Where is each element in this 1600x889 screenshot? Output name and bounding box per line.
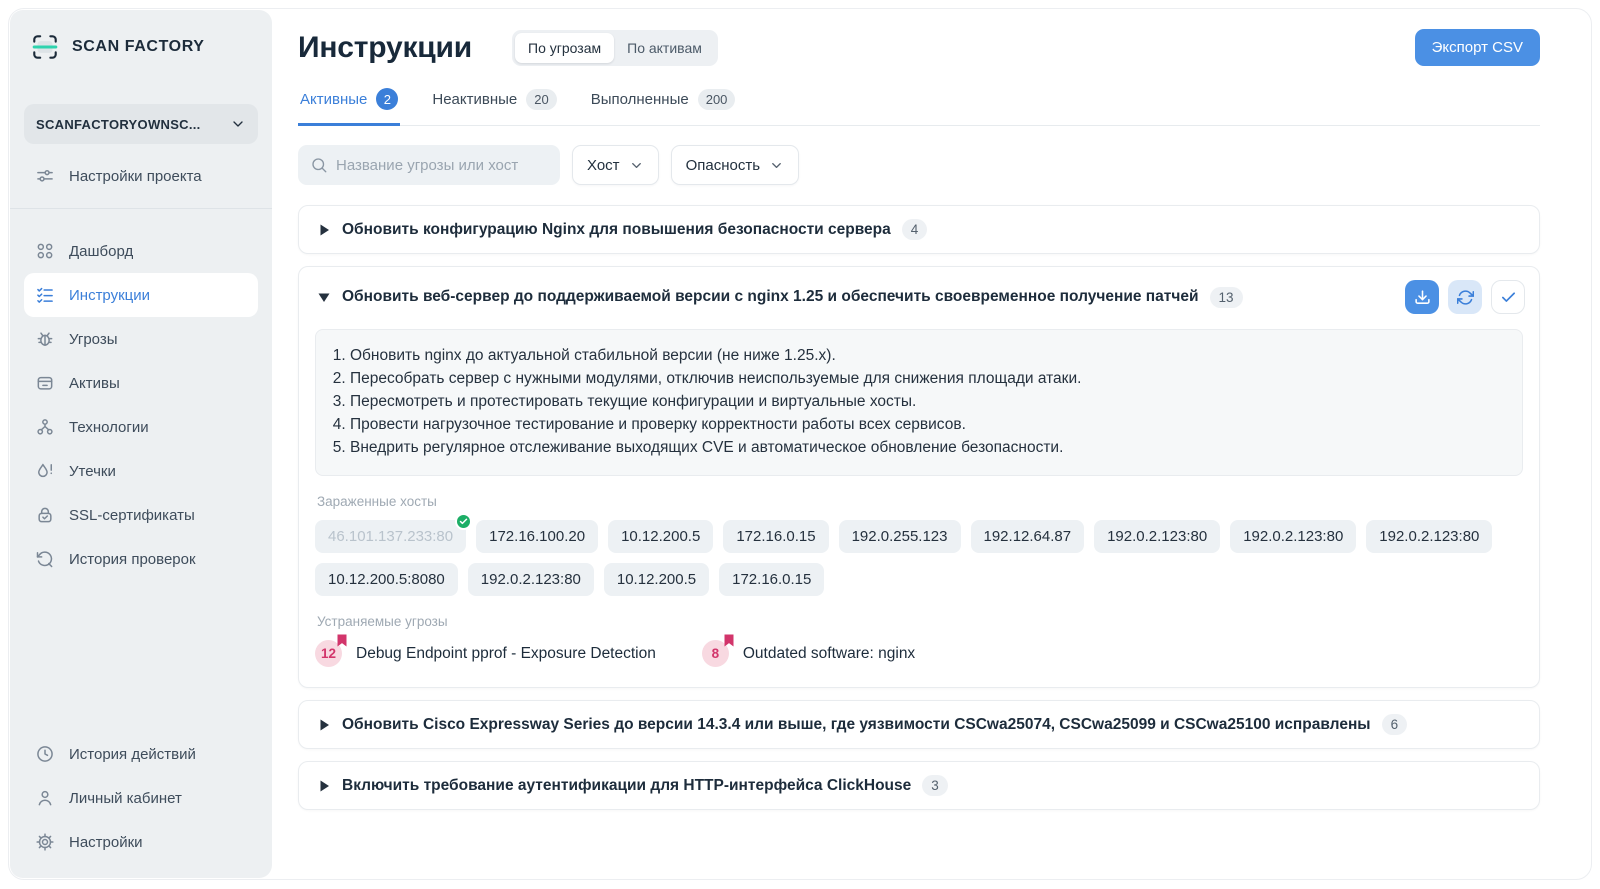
host-chip[interactable] [839, 520, 961, 553]
sidebar-item-ssl-certificates[interactable] [24, 493, 258, 537]
host-chip[interactable] [468, 563, 594, 596]
search-icon [310, 156, 328, 174]
sidebar [10, 10, 272, 878]
sidebar-item-label: История проверок [69, 550, 196, 568]
sidebar-item-account[interactable] [24, 776, 258, 820]
sidebar-item-action-history[interactable] [24, 732, 258, 776]
caret-right-icon[interactable] [313, 776, 335, 796]
instruction-card-body [299, 327, 1539, 687]
tab-label: Выполненные [590, 90, 689, 108]
host-chip[interactable] [723, 520, 828, 553]
host-chip-label: 172.16.100.20 [489, 528, 586, 545]
host-chip-label: 172.16.0.15 [736, 528, 816, 545]
instruction-card [298, 205, 1540, 254]
sidebar-item-label: Личный кабинет [69, 789, 182, 807]
tab-label: Неактивные [432, 90, 518, 108]
host-chip-label: 192.0.2.123:80 [1243, 528, 1344, 545]
instruction-card-header[interactable] [299, 267, 1539, 327]
scan-history-icon [34, 548, 56, 570]
sidebar-item-label: Настройки проекта [69, 167, 202, 185]
sidebar-item-instructions[interactable] [24, 273, 258, 317]
sidebar-item-label: SSL-сертификаты [69, 506, 195, 524]
clock-icon [34, 743, 56, 765]
instruction-count-badge: 3 [922, 775, 948, 796]
instruction-actions [1405, 280, 1525, 314]
project-selector-label: SCANFACTORYOWNSC... [36, 116, 201, 132]
toggle-by-threats[interactable]: По угрозам [515, 33, 614, 63]
sliders-icon [34, 165, 56, 187]
tab-count-badge: 200 [698, 89, 736, 110]
instruction-card-header[interactable] [299, 701, 1539, 748]
sidebar-nav-main [24, 229, 258, 581]
sidebar-item-scan-history[interactable] [24, 537, 258, 581]
host-chip[interactable] [315, 563, 458, 596]
gear-icon [34, 831, 56, 853]
export-csv-button[interactable]: Экспорт CSV [1415, 29, 1540, 66]
instruction-title: Обновить конфигурацию Nginx для повышения безопасности сервера [342, 220, 891, 238]
threat-count: 12 [315, 640, 342, 667]
host-chip[interactable] [476, 520, 598, 553]
assets-icon [34, 372, 56, 394]
instruction-step: 5. Внедрить регулярное отслеживание выходящих CVE и автоматическое обновление безопасности. [350, 436, 1506, 459]
caret-right-icon[interactable] [313, 220, 335, 240]
instruction-count-badge: 4 [902, 219, 928, 240]
sidebar-item-assets[interactable] [24, 361, 258, 405]
bookmark-icon [724, 634, 734, 647]
bookmark-icon [337, 634, 347, 647]
host-filter-dropdown[interactable] [572, 145, 659, 185]
dashboard-icon [34, 240, 56, 262]
status-tabs [298, 82, 1540, 126]
sidebar-item-dashboard[interactable] [24, 229, 258, 273]
instruction-count-badge: 13 [1210, 287, 1243, 308]
severity-filter-dropdown[interactable] [671, 145, 799, 185]
host-chip-label: 10.12.200.5 [621, 528, 701, 545]
search-input[interactable] [298, 145, 560, 185]
app-window [8, 8, 1592, 880]
lock-check-icon [34, 504, 56, 526]
chevron-down-icon [769, 158, 784, 173]
host-chip-label: 172.16.0.15 [732, 571, 812, 588]
tab-completed[interactable] [589, 82, 738, 126]
page-header [298, 29, 1540, 66]
main-content [273, 9, 1591, 879]
instruction-title: Включить требование аутентификации для HTTP-интерфейса ClickHouse [342, 776, 912, 794]
instruction-title: Обновить веб-сервер до поддерживаемой версии с nginx 1.25 и обеспечить своевременное получение патчей [342, 288, 1199, 305]
host-chip[interactable] [315, 520, 466, 553]
instruction-step: 2. Пересобрать сервер с нужными модулями, отключив неиспользуемые для снижения площади атаки. [350, 367, 1506, 390]
sidebar-item-leaks[interactable] [24, 449, 258, 493]
sidebar-item-threats[interactable] [24, 317, 258, 361]
filters-row [298, 145, 1540, 185]
host-chip[interactable] [1094, 520, 1220, 553]
scan-factory-logo-icon [30, 32, 60, 62]
host-chip[interactable] [719, 563, 824, 596]
host-chip-label: 192.0.2.123:80 [1379, 528, 1480, 545]
infected-hosts-label: Зараженные хосты [317, 494, 437, 509]
sidebar-item-label: Инструкции [69, 286, 151, 304]
severity-filter-label: Опасность [685, 156, 761, 174]
page-title: Инструкции [298, 30, 473, 64]
instruction-list [298, 205, 1540, 810]
caret-down-icon[interactable] [313, 287, 335, 307]
sitemap-icon [34, 416, 56, 438]
host-chip[interactable] [604, 563, 709, 596]
host-chip-label: 10.12.200.5:8080 [328, 571, 445, 588]
threat-count-badge [315, 640, 342, 667]
tab-count-badge: 20 [526, 89, 556, 110]
host-chip-label: 192.0.255.123 [851, 528, 948, 545]
host-chip[interactable] [971, 520, 1085, 553]
download-button[interactable] [1405, 280, 1439, 314]
sidebar-nav-top [24, 154, 258, 198]
sidebar-divider [10, 208, 272, 209]
threat-item[interactable] [315, 640, 656, 667]
sidebar-item-label: Активы [69, 374, 120, 392]
instruction-card-header[interactable] [299, 762, 1539, 809]
instruction-steps [315, 329, 1523, 476]
instruction-card-expanded [298, 266, 1540, 688]
brand-name: SCAN FACTORY [72, 38, 205, 55]
instruction-count-badge: 6 [1382, 714, 1408, 735]
instruction-title: Обновить Cisco Expressway Series до версии 14.3.4 или выше, где уязвимости CSCwa25074, CSCwa25099 и CSCwa25100 исправлены [342, 715, 1371, 733]
instruction-card [298, 700, 1540, 749]
instruction-steps-list [350, 344, 1506, 459]
resolved-check-icon [455, 513, 472, 530]
instruction-card-header[interactable] [299, 206, 1539, 253]
bug-icon [34, 328, 56, 350]
leak-drop-icon [34, 460, 56, 482]
host-chip-label: 46.101.137.233:80 [328, 528, 454, 545]
threat-count: 8 [702, 640, 729, 667]
host-chip[interactable] [608, 520, 713, 553]
threat-name: Outdated software: nginx [742, 644, 916, 662]
search-box [298, 145, 560, 185]
threat-name: Debug Endpoint pprof - Exposure Detection [356, 644, 656, 662]
fixed-threats-list [315, 640, 1523, 667]
brand [24, 30, 258, 64]
sidebar-item-project-settings[interactable] [24, 154, 258, 198]
threat-item[interactable] [702, 640, 915, 667]
sidebar-item-label: История действий [69, 745, 196, 763]
tab-inactive[interactable] [430, 82, 558, 126]
host-chip[interactable] [1366, 520, 1492, 553]
instruction-card [298, 761, 1540, 810]
instruction-step: 1. Обновить nginx до актуальной стабильной версии (не ниже 1.25.x). [350, 344, 1506, 367]
instruction-step: 3. Пересмотреть и протестировать текущие конфигурации и виртуальные хосты. [350, 390, 1506, 413]
sidebar-item-technologies[interactable] [24, 405, 258, 449]
instruction-step: 4. Провести нагрузочное тестирование и проверку корректности работы всех сервисов. [350, 413, 1506, 436]
fixed-threats-label: Устраняемые угрозы [317, 614, 448, 629]
tab-count-badge: 2 [376, 88, 398, 110]
user-icon [34, 787, 56, 809]
sidebar-item-label: Дашборд [69, 242, 134, 260]
caret-right-icon[interactable] [313, 715, 335, 735]
view-mode-toggle [512, 30, 718, 66]
chevron-down-icon [230, 116, 246, 132]
host-chip-label: 192.12.64.87 [983, 528, 1072, 545]
host-chip-label: 10.12.200.5 [616, 571, 697, 588]
host-chip-label: 192.0.2.123:80 [480, 571, 581, 588]
sidebar-nav-bottom [24, 732, 258, 864]
mark-done-button[interactable] [1491, 280, 1525, 314]
checklist-icon [34, 284, 56, 306]
host-filter-label: Хост [587, 156, 620, 174]
project-selector[interactable] [24, 104, 258, 144]
sidebar-item-settings[interactable] [24, 820, 258, 864]
threat-count-badge [702, 640, 729, 667]
chevron-down-icon [629, 158, 644, 173]
host-chip[interactable] [1230, 520, 1356, 553]
tab-label: Активные [300, 90, 368, 108]
sidebar-item-label: Утечки [69, 462, 116, 480]
host-chip-label: 192.0.2.123:80 [1107, 528, 1208, 545]
sidebar-item-label: Настройки [69, 833, 143, 851]
toggle-by-assets[interactable]: По активам [627, 39, 702, 56]
tab-active[interactable] [298, 82, 400, 126]
sidebar-item-label: Технологии [69, 418, 149, 436]
sidebar-item-label: Угрозы [69, 330, 118, 348]
refresh-button[interactable] [1448, 280, 1482, 314]
infected-hosts-chips [315, 520, 1523, 596]
